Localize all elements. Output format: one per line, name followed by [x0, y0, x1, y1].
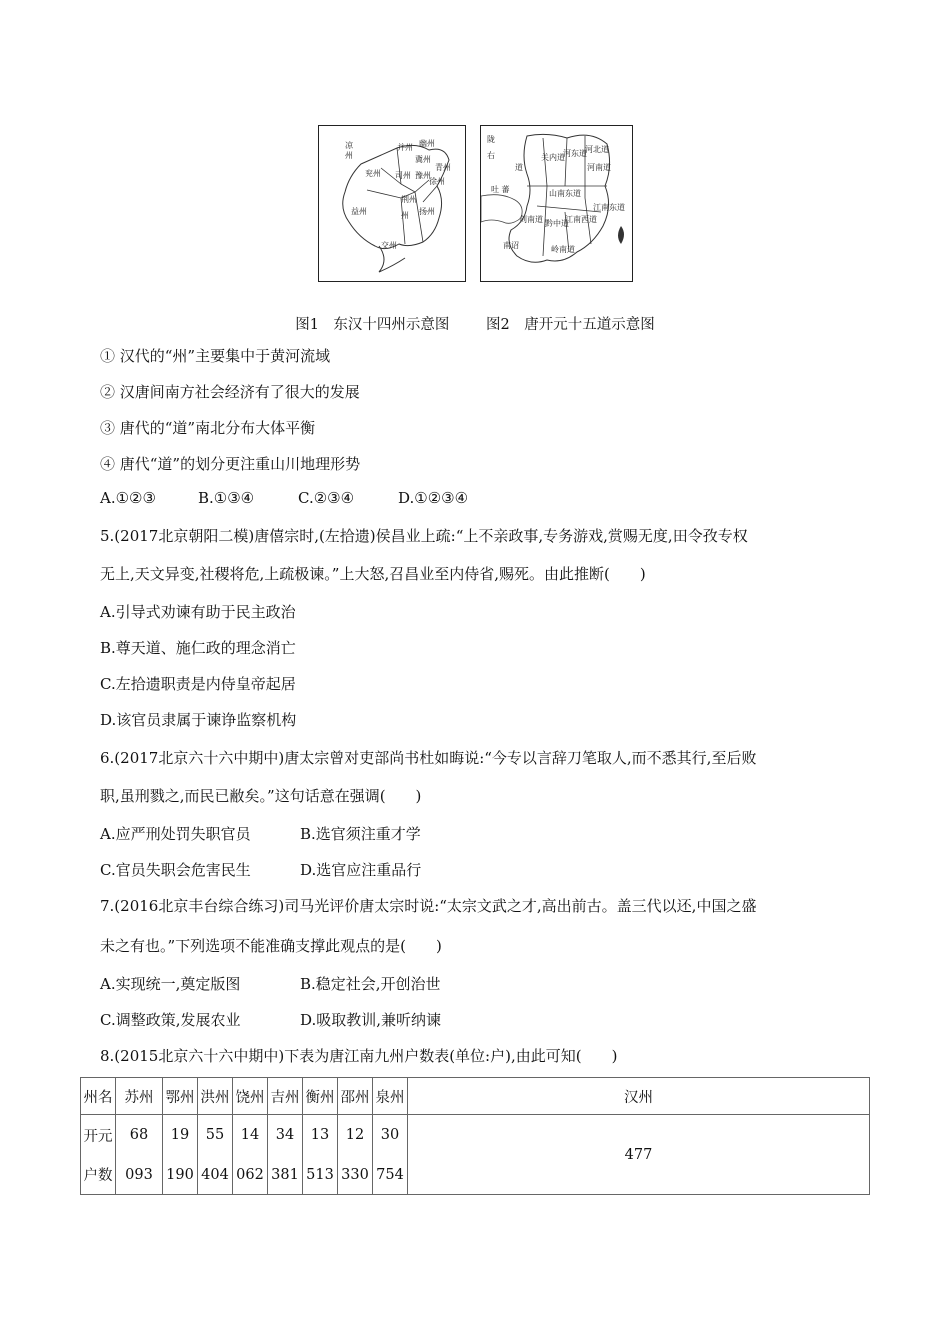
- map2-label: 山南东道: [549, 189, 581, 198]
- map2-label: 河北道: [585, 145, 609, 154]
- map1-label: 荆州: [401, 195, 417, 204]
- q5-option-b: B.尊天道、施仁政的理念消亡: [100, 639, 296, 657]
- table-cell: 14: [233, 1115, 268, 1156]
- map1-label: 司州: [395, 171, 411, 180]
- map1-label: 凉: [345, 141, 353, 150]
- map2-label: 道: [515, 163, 523, 172]
- map1-label: 徐州: [429, 177, 445, 186]
- map1-label: 冀州: [415, 155, 431, 164]
- figure-1-map: [318, 125, 466, 282]
- map2-label: 剑南道: [519, 215, 543, 224]
- table-cell-hanzhou: 477: [408, 1115, 870, 1195]
- q4-option-b: B.①③④: [198, 489, 255, 507]
- table-header-cell: 州名: [81, 1078, 116, 1115]
- q7-stem-line1: 7.(2016北京丰台综合练习)司马光评价唐太宗时说:“太宗文武之才,高出前古。盖三代以还,中国之盛: [100, 897, 757, 915]
- table-header-cell: 鄂州: [163, 1078, 198, 1115]
- map2-label: 右: [487, 151, 495, 160]
- table-cell: 754: [373, 1155, 408, 1195]
- households-table: [80, 1077, 870, 1195]
- map1-label: 兖州: [365, 169, 381, 178]
- q5-option-a: A.引导式劝谏有助于民主政治: [100, 603, 296, 621]
- q7-option-c: C.调整政策,发展农业: [100, 1011, 241, 1029]
- map1-label: 州: [345, 151, 353, 160]
- figure-2-map: [480, 125, 633, 282]
- table-cell: 13: [303, 1115, 338, 1156]
- map1-label: 州: [401, 211, 409, 220]
- table-cell: 062: [233, 1155, 268, 1195]
- table-cell: 12: [338, 1115, 373, 1156]
- statement-1: ① 汉代的“州”主要集中于黄河流域: [100, 347, 331, 365]
- map2-label: 岭南道: [551, 245, 575, 254]
- figure-captions: [0, 313, 950, 334]
- table-cell: 381: [268, 1155, 303, 1195]
- map2-label: 关内道: [541, 153, 565, 162]
- table-cell: 513: [303, 1155, 338, 1195]
- table-header-cell: 泉州: [373, 1078, 408, 1115]
- q4-option-a: A.①②③: [100, 489, 156, 507]
- q7-stem-line2: 未之有也。”下列选项不能准确支撑此观点的是( ): [100, 937, 442, 955]
- q5-stem-line2: 无上,天文异变,社稷将危,上疏极谏。”上大怒,召昌业至内侍省,赐死。由此推断( ): [100, 565, 646, 583]
- statement-2: ② 汉唐间南方社会经济有了很大的发展: [100, 383, 360, 401]
- statement-3: ③ 唐代的“道”南北分布大体平衡: [100, 419, 316, 437]
- table-cell: 68: [116, 1115, 163, 1156]
- q5-option-d: D.该官员隶属于谏诤监察机构: [100, 711, 297, 729]
- table-cell: 19: [163, 1115, 198, 1156]
- table-header-cell: 饶州: [233, 1078, 268, 1115]
- q6-option-a: A.应严刑处罚失职官员: [100, 825, 251, 843]
- map2-label: 江南东道: [593, 203, 625, 212]
- table-header-cell: 衡州: [303, 1078, 338, 1115]
- table-header-cell: 苏州: [116, 1078, 163, 1115]
- map2-label: 黔中道: [545, 219, 569, 228]
- q4-option-d: D.①②③④: [398, 489, 469, 507]
- table-header-row: [81, 1078, 870, 1115]
- map2-label: 河东道: [563, 149, 587, 158]
- table-header-cell: 洪州: [198, 1078, 233, 1115]
- map2-label: 江南西道: [565, 215, 597, 224]
- map1-label: 青州: [435, 163, 451, 172]
- row-label: 开元: [81, 1115, 116, 1156]
- map1-label: 益州: [351, 207, 367, 216]
- q7-option-b: B.稳定社会,开创治世: [300, 975, 441, 993]
- q7-option-a: A.实现统一,奠定版图: [100, 975, 241, 993]
- table-header-cell: 吉州: [268, 1078, 303, 1115]
- table-header-cell: 汉州: [408, 1078, 870, 1115]
- table-row: [81, 1115, 870, 1156]
- q5-stem-line1: 5.(2017北京朝阳二模)唐僖宗时,(左拾遗)侯昌业上疏:“上不亲政事,专务游戏,赏赐无度,田令孜专权: [100, 527, 748, 545]
- statement-4: ④ 唐代“道”的划分更注重山川地理形势: [100, 455, 361, 473]
- q8-stem: 8.(2015北京六十六中期中)下表为唐江南九州户数表(单位:户),由此可知( ): [100, 1047, 618, 1065]
- q6-stem-line1: 6.(2017北京六十六中期中)唐太宗曾对吏部尚书杜如晦说:“今专以言辞刀笔取人,而不悉其行,至后败: [100, 749, 757, 767]
- q7-option-d: D.吸取教训,兼听纳谏: [300, 1011, 442, 1029]
- map2-label: 吐 蕃: [491, 185, 510, 194]
- table-header-cell: 邵州: [338, 1078, 373, 1115]
- table-cell: 55: [198, 1115, 233, 1156]
- table-cell: 34: [268, 1115, 303, 1156]
- q6-option-d: D.选官应注重品行: [300, 861, 422, 879]
- figure-2-caption: 图2 唐开元十五道示意图: [486, 317, 655, 333]
- map1-label: 豫州: [415, 171, 431, 180]
- map2-label: 河南道: [587, 163, 611, 172]
- q5-option-c: C.左拾遗职责是内侍皇帝起居: [100, 675, 296, 693]
- map1-label: 交州: [381, 241, 397, 250]
- map1-label: 扬州: [419, 207, 435, 216]
- table-cell: 404: [198, 1155, 233, 1195]
- map2-label: 陇: [487, 135, 495, 144]
- table-cell: 30: [373, 1115, 408, 1156]
- table-cell: 093: [116, 1155, 163, 1195]
- q6-stem-line2: 职,虽刑戮之,而民已敝矣。”这句话意在强调( ): [100, 787, 422, 805]
- table-cell: 190: [163, 1155, 198, 1195]
- map1-label: 并州: [397, 143, 413, 152]
- q6-option-c: C.官员失职会危害民生: [100, 861, 251, 879]
- q4-option-c: C.②③④: [298, 489, 355, 507]
- map2-label: 南诏: [503, 241, 519, 250]
- figure-1-caption: 图1 东汉十四州示意图: [295, 317, 450, 333]
- map1-label: 幽州: [419, 139, 435, 148]
- q6-option-b: B.选官须注重才学: [300, 825, 421, 843]
- row-label: 户数: [81, 1155, 116, 1195]
- table-cell: 330: [338, 1155, 373, 1195]
